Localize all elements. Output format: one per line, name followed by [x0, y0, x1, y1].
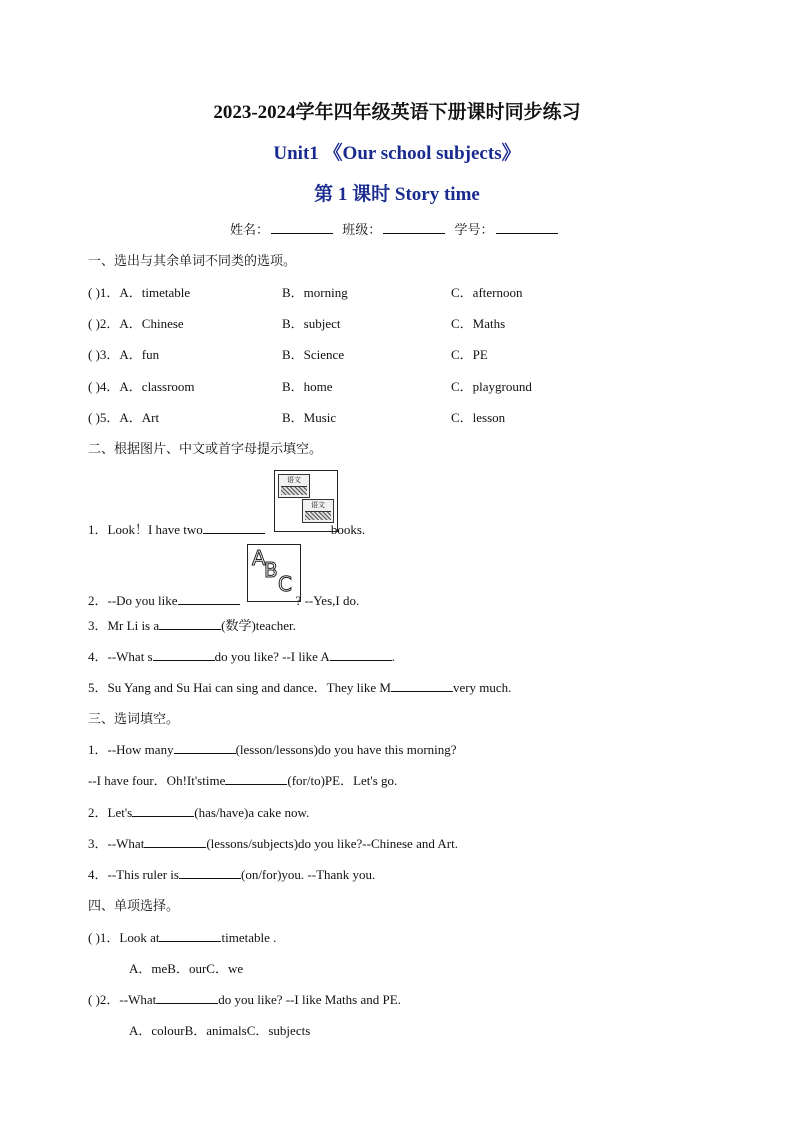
s2-q3-text-after: (数学)teacher.: [221, 618, 296, 633]
name-label: 姓名：: [230, 222, 270, 237]
s1-q3-c: C．PE: [451, 347, 488, 362]
s2-q4: [88, 646, 395, 665]
s3-q2-text-after: (has/have)a cake now.: [194, 805, 310, 820]
s2-q1: [88, 519, 365, 538]
s1-q5-a: ( )5．A．Art: [88, 410, 160, 425]
class-label: 班级：: [342, 222, 382, 237]
book-cover-label: 语文: [287, 476, 301, 484]
s3-q1b: [88, 770, 397, 789]
s3-q4-blank[interactable]: [179, 866, 241, 879]
s4-q1-text: ( )1．Look at: [88, 930, 160, 945]
s1-q5-c: C．lesson: [451, 410, 506, 425]
s3-q1b-text-after: (for/to)PE．Let's go.: [287, 773, 398, 788]
s2-q3: [88, 615, 296, 634]
s2-q4-text-after: .: [391, 649, 396, 664]
s2-q2-text: 2．--Do you like: [88, 593, 178, 608]
s2-q4-text-mid: do you like? --I like A: [214, 649, 330, 664]
s2-q3-blank[interactable]: [159, 617, 221, 630]
s2-q5: [88, 677, 511, 696]
page-title: 2023-2024学年四年级英语下册课时同步练习: [213, 102, 581, 123]
s3-q1a-text-after: (lesson/lessons)do you have this morning?: [235, 742, 457, 757]
s3-q1a-blank[interactable]: [174, 741, 236, 754]
s2-q5-text: 5．Su Yang and Su Hai can sing and dance．They like M: [88, 680, 391, 695]
s2-q1-text-after: books.: [330, 522, 366, 537]
s2-q1-text: 1．Look！I have two: [88, 522, 203, 537]
s2-q2-blank[interactable]: [178, 592, 240, 605]
s4-q2-options: A．colourB．animalsC．subjects: [129, 1023, 311, 1038]
s1-q2-b: B．subject: [282, 316, 341, 331]
s1-q2-c: C．Maths: [451, 316, 506, 331]
s3-q4-text-after: (on/for)you. --Thank you.: [240, 867, 376, 882]
s1-q4-a: ( )4．A．classroom: [88, 379, 195, 394]
s2-q4-blank-1[interactable]: [153, 648, 215, 661]
book-cover-label: 语文: [311, 501, 325, 509]
s1-q1-c: C．afternoon: [451, 285, 523, 300]
lesson-title: 第 1 课时 Story time: [314, 184, 480, 205]
s4-q1: [88, 927, 276, 946]
s2-q3-text: 3．Mr Li is a: [88, 618, 160, 633]
s3-q1a: [88, 739, 457, 758]
letter-c: C: [278, 572, 292, 596]
s2-q4-text: 4．--What s: [88, 649, 153, 664]
section1-heading: 一、选出与其余单词不同类的选项。: [88, 253, 297, 268]
class-field[interactable]: [383, 221, 445, 234]
s3-q3-blank[interactable]: [144, 835, 206, 848]
s1-q3-a: ( )3．A．fun: [88, 347, 160, 362]
s3-q3: [88, 833, 458, 852]
s3-q3-text: 3．--What: [88, 836, 145, 851]
s3-q1a-text: 1．--How many: [88, 742, 174, 757]
s2-q2-text-after: ? --Yes,I do.: [295, 593, 360, 608]
s4-q1-text-after: timetable .: [221, 930, 277, 945]
s1-q1-a: ( )1．A．timetable: [88, 285, 191, 300]
s3-q4-text: 4．--This ruler is: [88, 867, 179, 882]
name-field[interactable]: [271, 221, 333, 234]
s3-q2-text: 2．Let's: [88, 805, 133, 820]
letter-a: A: [252, 546, 266, 570]
s1-q5-b: B．Music: [282, 410, 337, 425]
s4-q1-options: A．meB．ourC．we: [129, 961, 244, 976]
s4-q1-blank[interactable]: [159, 929, 221, 942]
student-info: [230, 219, 564, 238]
s3-q1b-text: --I have four．Oh!It'stime: [88, 773, 226, 788]
s1-q4-c: C．playground: [451, 379, 532, 394]
student-id-label: 学号：: [454, 222, 494, 237]
s3-q2-blank[interactable]: [132, 804, 194, 817]
s1-q4-b: B．home: [282, 379, 333, 394]
book-icon: [278, 474, 310, 498]
s4-q2-blank[interactable]: [156, 991, 218, 1004]
s2-q5-text-after: very much.: [452, 680, 512, 695]
s2-q5-blank[interactable]: [391, 679, 453, 692]
s4-q2-text-after: do you like? --I like Maths and PE.: [218, 992, 401, 1007]
s2-q1-blank[interactable]: [203, 521, 265, 534]
s4-q2-text: ( )2．--What: [88, 992, 157, 1007]
s4-q2: [88, 989, 401, 1008]
section2-heading: 二、根据图片、中文或首字母提示填空。: [88, 441, 323, 456]
s3-q1b-blank[interactable]: [225, 772, 287, 785]
s2-q4-blank-2[interactable]: [330, 648, 392, 661]
letter-b: B: [264, 558, 278, 582]
s3-q3-text-after: (lessons/subjects)do you like?--Chinese and Art.: [206, 836, 458, 851]
unit-title: Unit1 《Our school subjects》: [273, 143, 521, 164]
student-id-field[interactable]: [496, 221, 558, 234]
section3-heading: 三、选词填空。: [88, 711, 180, 726]
s2-q2: [88, 590, 359, 609]
s1-q2-a: ( )2．A．Chinese: [88, 316, 184, 331]
s1-q3-b: B．Science: [282, 347, 345, 362]
s3-q2: [88, 802, 309, 821]
s1-q1-b: B．morning: [282, 285, 348, 300]
section4-heading: 四、单项选择。: [88, 898, 180, 913]
s3-q4: [88, 864, 375, 883]
